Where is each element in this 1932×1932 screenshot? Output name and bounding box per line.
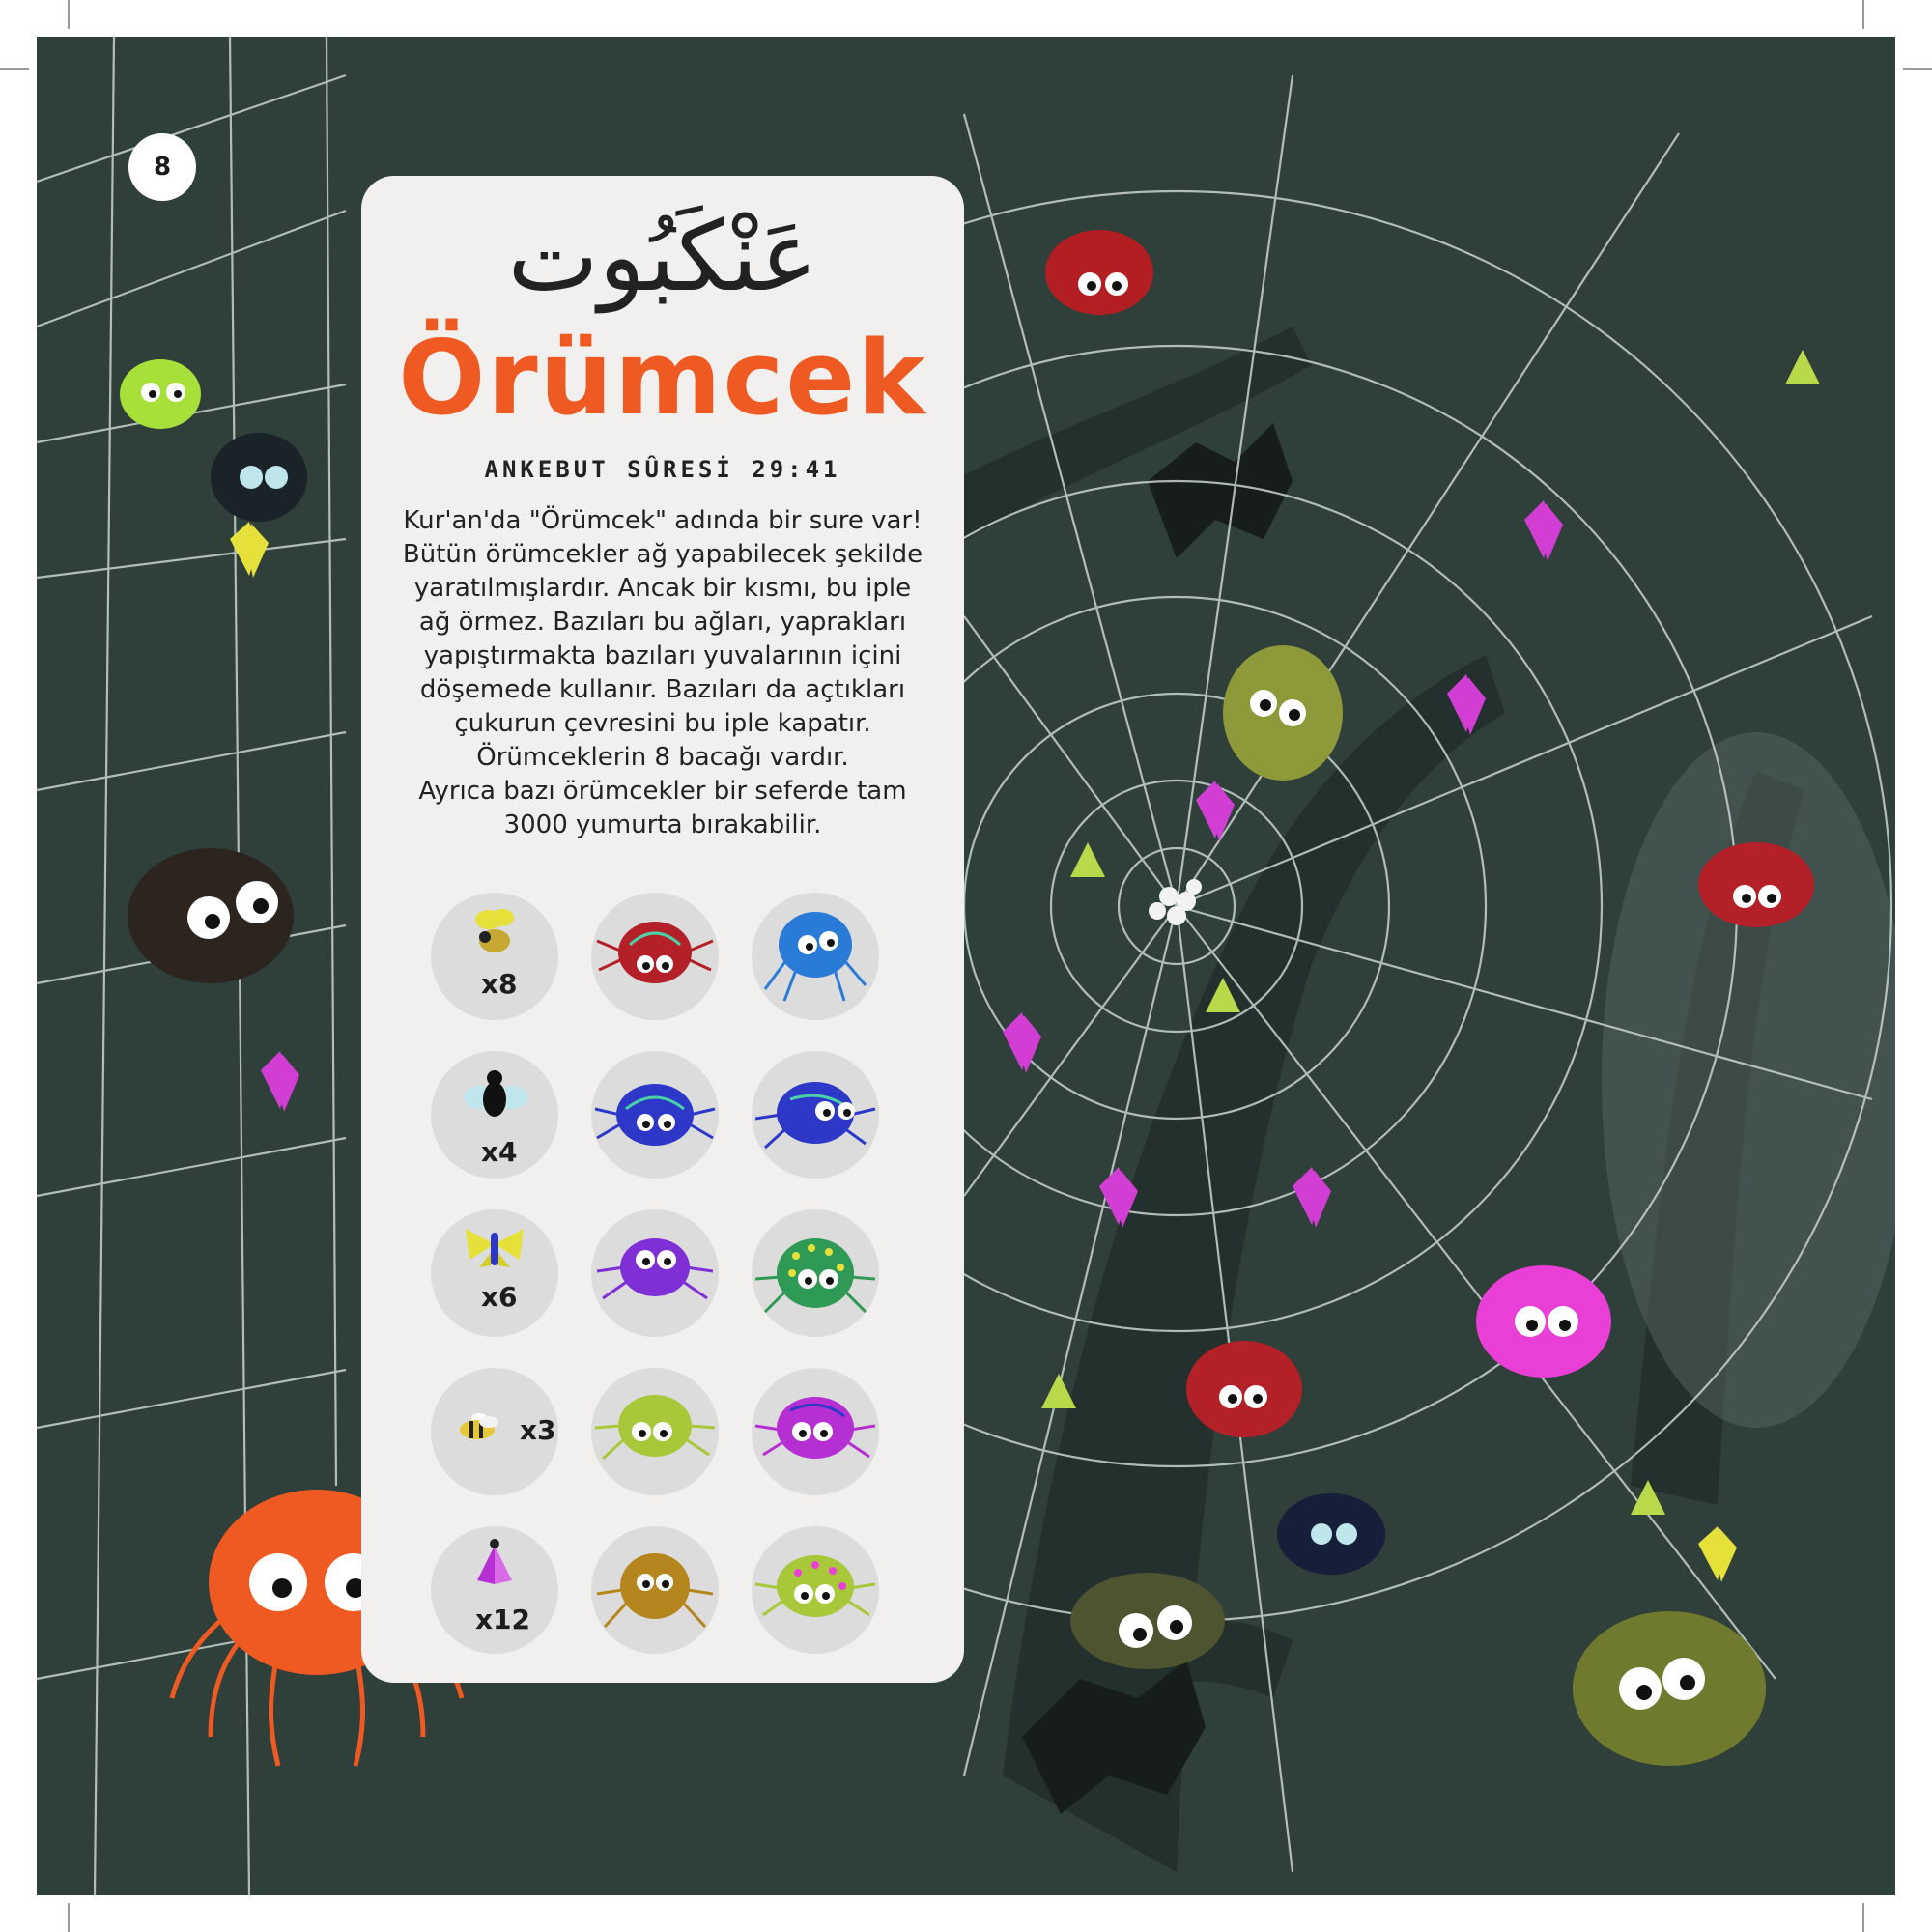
find-checklist xyxy=(431,893,895,1665)
blue-striped-spider-icon xyxy=(591,1051,719,1179)
checklist-item xyxy=(591,1051,719,1179)
arabic-title: عَنْكَبُوت xyxy=(507,200,818,313)
magenta-striped-spider-icon xyxy=(752,1368,879,1495)
crop-mark xyxy=(1862,0,1864,29)
page-title: Örümcek xyxy=(398,319,927,438)
blue-lined-spider-icon xyxy=(752,1051,879,1179)
lime-spider-icon xyxy=(591,1368,719,1495)
spider-red-2 xyxy=(1186,1341,1302,1437)
spider-magenta xyxy=(1476,1265,1611,1378)
checklist-count: x8 xyxy=(481,968,518,1000)
lime-pink-spotted-spider-icon xyxy=(752,1526,879,1654)
checklist-item xyxy=(591,893,719,1020)
surah-reference: ANKEBUT SÛRESİ 29:41 xyxy=(484,456,841,483)
green-spotted-spider-icon xyxy=(752,1209,879,1337)
crop-mark xyxy=(68,0,70,29)
checklist-item xyxy=(752,1209,879,1337)
checklist-item xyxy=(431,1209,558,1337)
spider-dark xyxy=(211,433,307,522)
crop-mark xyxy=(68,1903,70,1932)
bee-icon xyxy=(431,893,558,1020)
spider-olive-big xyxy=(1573,1611,1766,1766)
spider-red-3 xyxy=(1698,842,1814,927)
checklist-item xyxy=(431,893,558,1020)
checklist-item xyxy=(431,1526,558,1654)
egg-sac xyxy=(1149,879,1202,925)
ochre-spider-icon xyxy=(591,1526,719,1654)
checklist-count: x4 xyxy=(481,1136,518,1168)
crop-mark xyxy=(1862,1903,1864,1932)
checklist-item xyxy=(752,1526,879,1654)
moon-glow xyxy=(1602,732,1895,1428)
spider-olive xyxy=(1223,645,1343,781)
checklist-item xyxy=(752,1051,879,1179)
description-paragraph: Kur'an'da "Örümcek" adında bir sure var! Bütün örümcekler ağ yapabilecek şekilde yaratılmışlardır. Ancak bir kısmı, bu iple ağ örmez. Bazıları bu ağları, yaprakları yapıştırmakta bazıları yuvalarının içini döşemede kullanır. Bazıları da açtıkları çukurun çevresini bu iple kapatır. Örümceklerin 8 bacağı vardır. xyxy=(402,506,923,772)
purple-spider-icon xyxy=(591,1209,719,1337)
checklist-item xyxy=(591,1526,719,1654)
info-card xyxy=(361,176,964,1683)
checklist-item xyxy=(431,1368,558,1495)
crop-mark xyxy=(1903,68,1932,70)
spider-red xyxy=(1045,230,1153,315)
butterfly-icon xyxy=(431,1209,558,1337)
description-text xyxy=(400,504,925,842)
page-number: 8 xyxy=(128,133,196,201)
checklist-count: x3 xyxy=(520,1414,556,1446)
crop-mark xyxy=(0,68,29,70)
checklist-item xyxy=(591,1368,719,1495)
checklist-item xyxy=(591,1209,719,1337)
blue-spider-icon xyxy=(752,893,879,1020)
checklist-item xyxy=(752,893,879,1020)
checklist-count: x12 xyxy=(475,1604,531,1635)
spider-navy xyxy=(1277,1493,1385,1575)
illustration-page xyxy=(37,37,1895,1895)
description-paragraph-2: Ayrıca bazı örümcekler bir seferde tam 3000 yumurta bırakabilir. xyxy=(418,777,907,839)
spider-lime xyxy=(120,359,201,429)
checklist-count: x6 xyxy=(481,1281,518,1313)
checklist-item xyxy=(431,1051,558,1179)
red-striped-spider-icon xyxy=(591,893,719,1020)
spider-olive-2 xyxy=(1070,1573,1225,1669)
checklist-item xyxy=(752,1368,879,1495)
spider-brown-big xyxy=(128,848,294,983)
